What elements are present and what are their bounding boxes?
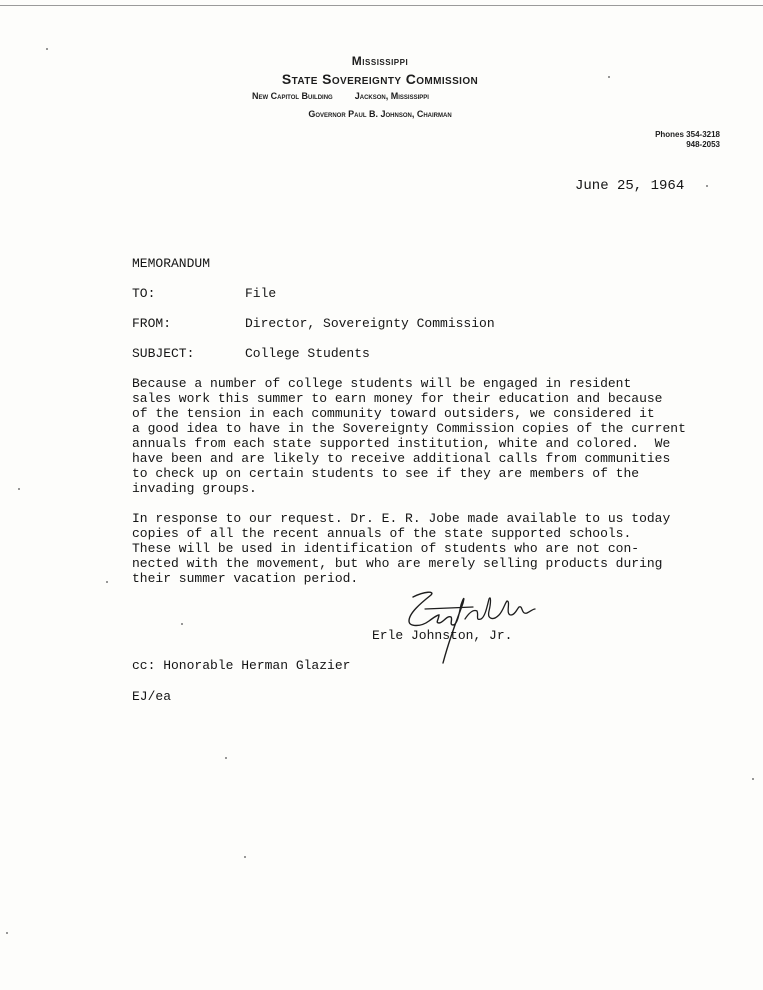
paragraph-line: of the tension in each community toward outsiders, we considered it [132, 406, 655, 421]
memo-date: June 25, 1964 [575, 178, 685, 194]
letterhead-city: Jackson, Mississippi [354, 91, 429, 101]
letterhead-phones [598, 130, 720, 150]
to-value: File [245, 286, 277, 301]
letterhead-governor: Governor Paul B. Johnson, Chairman [308, 109, 452, 119]
scan-speck [181, 623, 183, 625]
scan-speck [225, 757, 227, 759]
letterhead-agency: State Sovereignty Commission [281, 71, 479, 87]
paragraph-line: to check up on certain students to see if they are members of the [132, 466, 640, 481]
phone-line-2: 948-2053 [686, 140, 720, 149]
scan-speck [752, 778, 754, 780]
phone-line-1: Phones 354-3218 [655, 130, 720, 139]
scan-speck [608, 76, 610, 78]
paragraph-line: These will be used in identification of students who are not con- [132, 541, 640, 556]
handwritten-signature [395, 585, 545, 665]
paragraph-line: have been and are likely to receive additional calls from communities [132, 451, 671, 466]
to-label: TO: [132, 286, 156, 301]
signature-name: Erle Johnston, Jr. [372, 628, 513, 643]
letterhead-address [252, 91, 512, 101]
letterhead-state: Mississippi [351, 54, 409, 68]
scan-edge-line [0, 5, 763, 6]
from-value: Director, Sovereignty Commission [245, 316, 495, 331]
paragraph-line: sales work this summer to earn money for their education and because [132, 391, 663, 406]
letterhead-building: New Capitol Building [252, 91, 333, 101]
paragraph-line: their summer vacation period. [132, 571, 359, 586]
paragraph-line: a good idea to have in the Sovereignty Commission copies of the current [132, 421, 686, 436]
scan-speck [706, 185, 708, 187]
from-label: FROM: [132, 316, 172, 331]
scan-speck [46, 48, 48, 50]
paragraph-line: annuals from each state supported institution, white and colored. We [132, 436, 671, 451]
typist-initials: EJ/ea [132, 689, 172, 704]
scan-speck [106, 581, 108, 583]
paragraph-line: Because a number of college students will be engaged in resident [132, 376, 632, 391]
paragraph-line: invading groups. [132, 481, 257, 496]
paragraph-line: copies of all the recent annuals of the state supported schools. [132, 526, 632, 541]
paragraph-line: In response to our request. Dr. E. R. Jobe made available to us today [132, 511, 671, 526]
scan-speck [244, 856, 246, 858]
scan-speck [18, 488, 20, 490]
scan-speck [6, 932, 8, 934]
paragraph-line: nected with the movement, but who are merely selling products during [132, 556, 663, 571]
subject-label: SUBJECT: [132, 346, 195, 361]
subject-value: College Students [245, 346, 370, 361]
cc-line: cc: Honorable Herman Glazier [132, 658, 351, 673]
body-paragraph-1 [132, 376, 692, 496]
body-paragraph-2 [132, 511, 692, 586]
memo-title: MEMORANDUM [132, 256, 211, 271]
